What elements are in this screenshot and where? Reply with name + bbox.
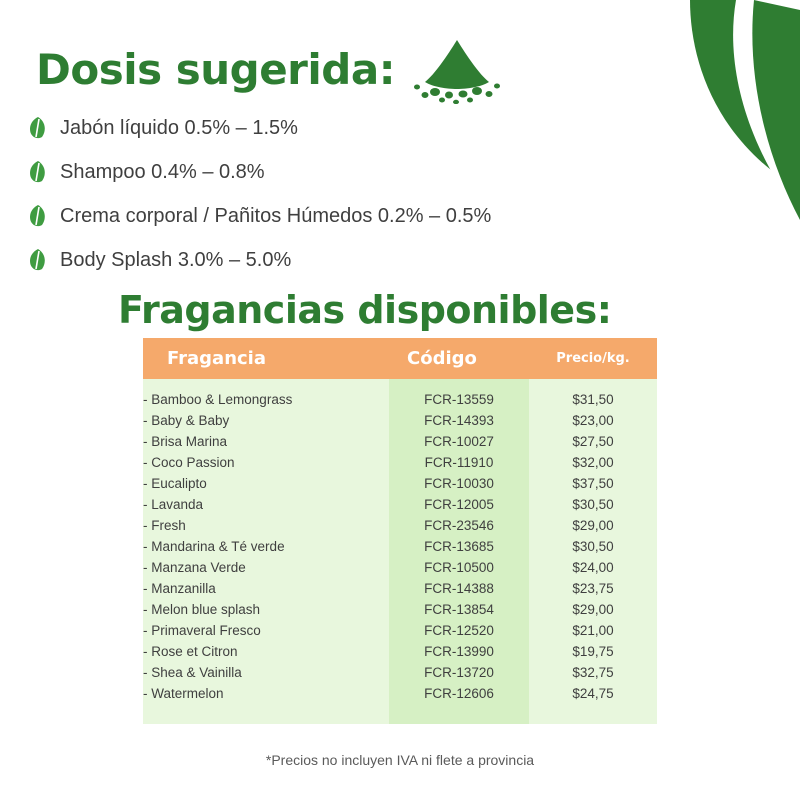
cell-fragrance-price: $32,00 [529,452,657,473]
table-row [143,389,657,410]
cell-fragrance-price: $29,00 [529,515,657,536]
cell-fragrance-name: - Coco Passion [143,452,389,473]
cell-fragrance-code: FCR-12606 [389,683,529,704]
table-row [143,431,657,452]
cell-fragrance-code: FCR-12520 [389,620,529,641]
cell-fragrance-code: FCR-13685 [389,536,529,557]
powder-pile-icon [409,34,505,104]
table-row [143,620,657,641]
cell-fragrance-code: FCR-11910 [389,452,529,473]
cell-fragrance-code: FCR-13720 [389,662,529,683]
table-row [143,557,657,578]
fragrances-table [143,338,657,724]
list-item-label: Shampoo 0.4% – 0.8% [60,160,265,183]
page-title: Dosis sugerida: [36,44,395,94]
table-row [143,515,657,536]
cell-fragrance-name: - Manzana Verde [143,557,389,578]
cell-fragrance-name: - Primaveral Fresco [143,620,389,641]
leaf-bullet-icon [28,116,48,140]
cell-fragrance-name: - Brisa Marina [143,431,389,452]
table-row [143,662,657,683]
list-item [28,238,648,282]
table-row [143,641,657,662]
cell-fragrance-code: FCR-13559 [389,389,529,410]
table-row [143,452,657,473]
fragrances-title: Fragancias disponibles: [118,288,612,332]
cell-fragrance-code: FCR-10027 [389,431,529,452]
column-header-precio: Precio/kg. [529,338,657,379]
table-row [143,599,657,620]
cell-fragrance-price: $24,00 [529,557,657,578]
cell-fragrance-name: - Baby & Baby [143,410,389,431]
cell-fragrance-price: $27,50 [529,431,657,452]
cell-fragrance-price: $30,50 [529,494,657,515]
cell-fragrance-code: FCR-13854 [389,599,529,620]
cell-fragrance-price: $37,50 [529,473,657,494]
cell-fragrance-name: - Manzanilla [143,578,389,599]
cell-fragrance-price: $31,50 [529,389,657,410]
cell-fragrance-name: - Mandarina & Té verde [143,536,389,557]
cell-fragrance-name: - Melon blue splash [143,599,389,620]
cell-fragrance-code: FCR-12005 [389,494,529,515]
table-row [143,683,657,704]
table-row [143,494,657,515]
table-row [143,410,657,431]
cell-fragrance-price: $19,75 [529,641,657,662]
cell-fragrance-price: $23,75 [529,578,657,599]
leaf-bullet-icon [28,160,48,184]
table-row [143,578,657,599]
fragrances-table-wrap [143,338,657,724]
cell-fragrance-name: - Watermelon [143,683,389,704]
cell-fragrance-code: FCR-10030 [389,473,529,494]
cell-fragrance-price: $29,00 [529,599,657,620]
cell-fragrance-price: $30,50 [529,536,657,557]
list-item [28,194,648,238]
column-header-codigo: Código [389,338,529,379]
table-spacer-row [143,704,657,714]
table-spacer-row [143,714,657,724]
cell-fragrance-name: - Lavanda [143,494,389,515]
cell-fragrance-code: FCR-23546 [389,515,529,536]
cell-fragrance-name: - Eucalipto [143,473,389,494]
dose-list [28,106,648,282]
cell-fragrance-name: - Bamboo & Lemongrass [143,389,389,410]
cell-fragrance-code: FCR-14393 [389,410,529,431]
cell-fragrance-name: - Shea & Vainilla [143,662,389,683]
cell-fragrance-code: FCR-10500 [389,557,529,578]
leaf-bullet-icon [28,248,48,272]
cell-fragrance-code: FCR-13990 [389,641,529,662]
list-item [28,150,648,194]
list-item-label: Body Splash 3.0% – 5.0% [60,248,292,271]
table-spacer-row [143,379,657,389]
dosis-header [36,34,505,104]
cell-fragrance-price: $21,00 [529,620,657,641]
cell-fragrance-name: - Rose et Citron [143,641,389,662]
cell-fragrance-price: $24,75 [529,683,657,704]
list-item-label: Jabón líquido 0.5% – 1.5% [60,116,298,139]
price-disclaimer: *Precios no incluyen IVA ni flete a provincia [265,752,535,768]
leaf-bullet-icon [28,204,48,228]
list-item [28,106,648,150]
cell-fragrance-price: $23,00 [529,410,657,431]
cell-fragrance-name: - Fresh [143,515,389,536]
list-item-label: Crema corporal / Pañitos Húmedos 0.2% – 0.5% [60,204,492,227]
table-header-row [143,338,657,379]
cell-fragrance-price: $32,75 [529,662,657,683]
table-row [143,473,657,494]
column-header-fragancia: Fragancia [143,338,389,379]
cell-fragrance-code: FCR-14388 [389,578,529,599]
table-row [143,536,657,557]
